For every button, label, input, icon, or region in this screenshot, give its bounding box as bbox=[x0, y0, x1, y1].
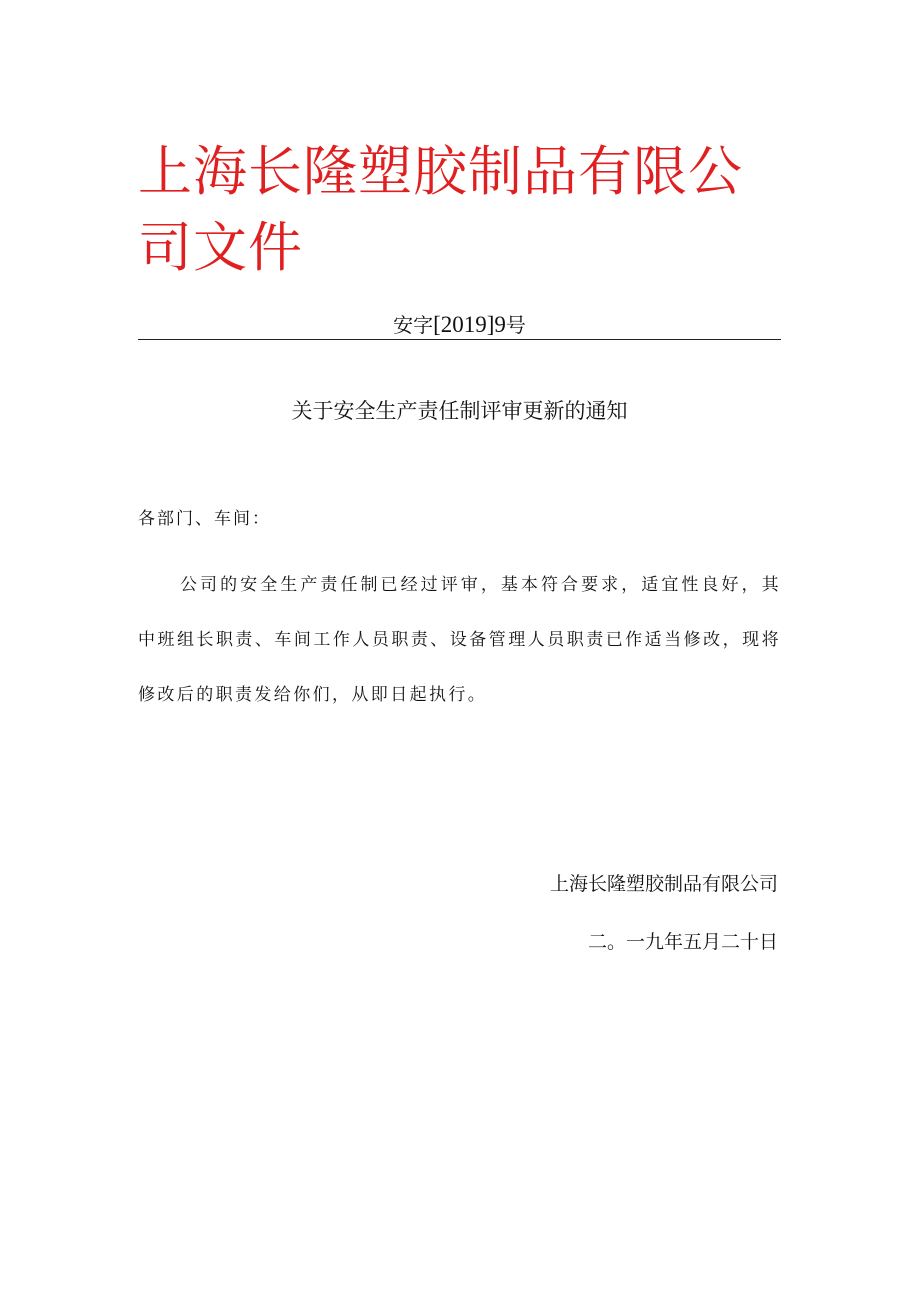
document-number-prefix: 安字 bbox=[393, 313, 434, 337]
notice-body: 公司的安全生产责任制已经过评审，基本符合要求，适宜性良好，其中班组长职责、车间工作人员职责、设备管理人员职责已作适当修改，现将修改后的职责发给你们，从即日起执行。 bbox=[138, 575, 781, 705]
document-number-value: [2019]9 bbox=[433, 312, 506, 337]
issuer-header-line2: 司文件 bbox=[138, 216, 303, 279]
issuer-header bbox=[138, 134, 778, 286]
document-number-suffix: 号 bbox=[505, 313, 526, 337]
header-divider bbox=[138, 339, 781, 340]
signature-company: 上海长隆塑胶制品有限公司 bbox=[549, 873, 778, 895]
salutation: 各部门、车间： bbox=[138, 509, 271, 529]
issuer-header-line1: 上海长隆塑胶制品有限公 bbox=[138, 140, 743, 203]
signature-date: 二。一九年五月二十日 bbox=[587, 931, 778, 953]
notice-title: 关于安全生产责任制评审更新的通知 bbox=[291, 399, 628, 423]
document-number bbox=[138, 312, 781, 338]
